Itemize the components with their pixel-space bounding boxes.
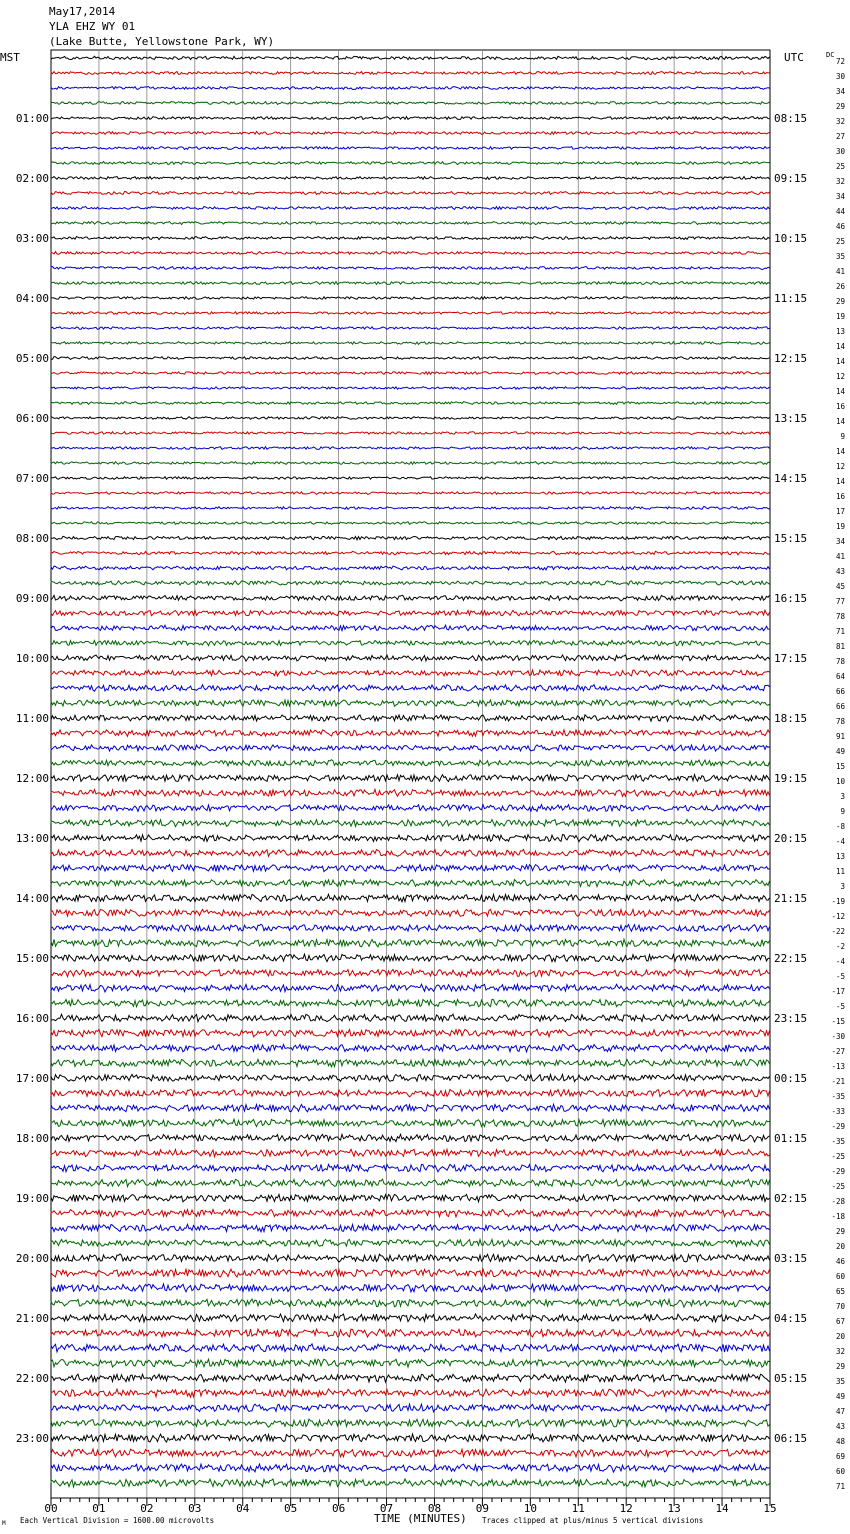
- trace-line: [51, 206, 770, 209]
- dc-offset-label: 32: [835, 117, 845, 126]
- dc-offset-label: 30: [835, 72, 845, 81]
- local-hour-label: 09:00: [15, 592, 49, 605]
- utc-hour-label: 21:15: [774, 892, 808, 905]
- trace-line: [51, 147, 770, 150]
- dc-offset-label: 45: [835, 582, 845, 591]
- trace-line: [51, 432, 770, 435]
- x-axis-title: TIME (MINUTES): [374, 1512, 467, 1525]
- dc-offset-label: 35: [835, 1377, 845, 1386]
- trace-line: [51, 536, 770, 539]
- local-hour-label: 05:00: [15, 352, 49, 365]
- dc-offset-label: -5: [835, 1002, 845, 1011]
- trace-line: [51, 297, 770, 300]
- trace-line: [51, 87, 770, 90]
- trace-line: [51, 1269, 770, 1277]
- dc-offset-label: 29: [835, 297, 845, 306]
- utc-hour-label: 04:15: [774, 1312, 808, 1325]
- dc-offset-label: 91: [835, 732, 845, 741]
- trace-line: [51, 342, 770, 345]
- trace-line: [51, 581, 770, 585]
- trace-line: [51, 894, 770, 902]
- plot-location: (Lake Butte, Yellowstone Park, WY): [49, 35, 275, 48]
- dc-offset-label: 25: [835, 162, 845, 171]
- dc-offset-label: 46: [835, 222, 845, 231]
- dc-offset-label: -28: [831, 1197, 845, 1206]
- dc-offset-label: 26: [835, 282, 845, 291]
- local-hour-label: 11:00: [15, 712, 49, 725]
- utc-hour-label: 22:15: [774, 952, 808, 965]
- trace-line: [51, 1164, 770, 1172]
- dc-offset-label: 3: [840, 792, 845, 801]
- utc-hour-label: 13:15: [774, 412, 808, 425]
- trace-line: [51, 56, 770, 59]
- dc-offset-label: 70: [835, 1302, 845, 1311]
- trace-line: [51, 522, 770, 525]
- utc-hour-label: 00:15: [774, 1072, 808, 1085]
- dc-offset-label: 30: [835, 147, 845, 156]
- dc-offset-label: -27: [831, 1047, 845, 1056]
- trace-line: [51, 1344, 770, 1352]
- utc-hour-label: 20:15: [774, 832, 808, 845]
- trace-line: [51, 1329, 770, 1337]
- dc-offset-label: -17: [831, 987, 845, 996]
- dc-offset-label: 13: [835, 852, 845, 861]
- trace-line: [51, 72, 770, 75]
- trace-line: [51, 1089, 770, 1097]
- trace-line: [51, 101, 770, 104]
- dc-offset-label: 12: [835, 372, 845, 381]
- x-tick-label: 11: [571, 1502, 585, 1515]
- utc-hour-label: 15:15: [774, 532, 808, 545]
- trace-line: [51, 402, 770, 405]
- dc-offset-label: 78: [835, 717, 845, 726]
- trace-line: [51, 909, 770, 916]
- dc-offset-label: 14: [835, 417, 845, 426]
- trace-line: [51, 162, 770, 165]
- dc-offset-label: -19: [831, 897, 845, 906]
- trace-line: [51, 760, 770, 767]
- dc-offset-label: 20: [835, 1332, 845, 1341]
- trace-line: [51, 1179, 770, 1187]
- trace-line: [51, 1104, 770, 1111]
- dc-offset-label: 71: [835, 1482, 845, 1491]
- dc-offset-label: 47: [835, 1407, 845, 1416]
- dc-offset-label: -4: [835, 957, 845, 966]
- trace-line: [51, 610, 770, 615]
- trace-line: [51, 1434, 770, 1442]
- dc-offset-label: 66: [835, 687, 845, 696]
- trace-line: [51, 1014, 770, 1022]
- trace-line: [51, 237, 770, 240]
- dc-offset-label: 29: [835, 1227, 845, 1236]
- dc-offset-label: -33: [831, 1107, 845, 1116]
- trace-line: [51, 1404, 770, 1412]
- trace-line: [51, 462, 770, 465]
- dc-offset-label: 43: [835, 567, 845, 576]
- dc-offset-label: 41: [835, 267, 845, 276]
- local-hour-label: 15:00: [15, 952, 49, 965]
- trace-line: [51, 999, 770, 1006]
- dc-offset-label: -4: [835, 837, 845, 846]
- trace-line: [51, 789, 770, 796]
- trace-line: [51, 1149, 770, 1156]
- x-tick-label: 15: [763, 1502, 777, 1515]
- trace-line: [51, 1239, 770, 1246]
- trace-line: [51, 775, 770, 782]
- trace-line: [51, 477, 770, 480]
- dc-offset-label: 41: [835, 552, 845, 561]
- utc-hour-label: 10:15: [774, 232, 808, 245]
- dc-offset-label: -15: [831, 1017, 845, 1026]
- trace-line: [51, 1029, 770, 1036]
- local-hour-label: 12:00: [15, 772, 49, 785]
- x-tick-label: 01: [92, 1502, 106, 1515]
- trace-line: [51, 1359, 770, 1367]
- dc-offset-label: 15: [835, 762, 845, 771]
- dc-offset-label: 71: [835, 627, 845, 636]
- dc-offset-label: 67: [835, 1317, 845, 1326]
- local-hour-label: 02:00: [15, 172, 49, 185]
- trace-line: [51, 1209, 770, 1216]
- local-hour-label: 04:00: [15, 292, 49, 305]
- dc-offset-label: -29: [831, 1167, 845, 1176]
- utc-hour-label: 02:15: [774, 1192, 808, 1205]
- trace-line: [51, 969, 770, 976]
- dc-offset-label: 14: [835, 447, 845, 456]
- dc-offset-label: 27: [835, 132, 845, 141]
- trace-line: [51, 282, 770, 285]
- local-hour-label: 08:00: [15, 532, 49, 545]
- left-timezone-label: MST: [0, 51, 20, 64]
- trace-line: [51, 551, 770, 555]
- x-tick-label: 02: [140, 1502, 154, 1515]
- trace-line: [51, 655, 770, 661]
- x-tick-label: 00: [44, 1502, 58, 1515]
- dc-offset-label: 60: [835, 1272, 845, 1281]
- dc-offset-label: 29: [835, 1362, 845, 1371]
- local-hour-label: 10:00: [15, 652, 49, 665]
- dc-offset-label: 44: [835, 207, 845, 216]
- trace-line: [51, 312, 770, 315]
- x-tick-label: 12: [619, 1502, 633, 1515]
- dc-offset-label: 3: [840, 882, 845, 891]
- dc-offset-label: 34: [835, 537, 845, 546]
- x-tick-label: 07: [379, 1502, 394, 1515]
- dc-offset-label: 16: [835, 492, 845, 501]
- local-hour-label: 23:00: [15, 1432, 49, 1445]
- trace-line: [51, 1464, 770, 1472]
- dc-offset-label: 9: [840, 432, 845, 441]
- trace-line: [51, 1059, 770, 1067]
- trace-line: [51, 1419, 770, 1427]
- trace-line: [51, 177, 770, 180]
- utc-hour-label: 17:15: [774, 652, 808, 665]
- utc-hour-label: 11:15: [774, 292, 808, 305]
- trace-line: [51, 670, 770, 676]
- trace-line: [51, 1134, 770, 1142]
- dc-offset-label: 81: [835, 642, 845, 651]
- dc-offset-label: 29: [835, 102, 845, 111]
- dc-offset-label: 34: [835, 87, 845, 96]
- trace-line: [51, 372, 770, 375]
- x-tick-label: 13: [667, 1502, 681, 1515]
- trace-line: [51, 805, 770, 812]
- utc-hour-label: 09:15: [774, 172, 808, 185]
- local-hour-label: 03:00: [15, 232, 49, 245]
- trace-line: [51, 640, 770, 645]
- x-tick-label: 06: [331, 1502, 346, 1515]
- dc-offset-label: 14: [835, 387, 845, 396]
- trace-line: [51, 1374, 770, 1382]
- utc-hour-label: 23:15: [774, 1012, 808, 1025]
- local-hour-label: 06:00: [15, 412, 49, 425]
- trace-line: [51, 1074, 770, 1081]
- plot-station: YLA EHZ WY 01: [49, 20, 136, 33]
- dc-offset-label: 14: [835, 342, 845, 351]
- dc-offset-label: 66: [835, 702, 845, 711]
- trace-line: [51, 1449, 770, 1457]
- trace-line: [51, 1254, 770, 1262]
- dc-offset-label: 13: [835, 327, 845, 336]
- local-hour-label: 16:00: [15, 1012, 49, 1025]
- local-hour-label: 21:00: [15, 1312, 49, 1325]
- trace-line: [51, 251, 770, 254]
- utc-hour-label: 12:15: [774, 352, 808, 365]
- x-tick-label: 14: [715, 1502, 729, 1515]
- utc-hour-label: 05:15: [774, 1372, 808, 1385]
- local-hour-label: 07:00: [15, 472, 49, 485]
- dc-offset-label: 19: [835, 312, 845, 321]
- trace-line: [51, 266, 770, 269]
- utc-hour-label: 14:15: [774, 472, 808, 485]
- trace-line: [51, 819, 770, 826]
- local-hour-label: 22:00: [15, 1372, 49, 1385]
- x-tick-label: 10: [523, 1502, 537, 1515]
- trace-line: [51, 1044, 770, 1051]
- plot-frame: [51, 50, 770, 1498]
- trace-line: [51, 954, 770, 961]
- dc-offset-label: 16: [835, 402, 845, 411]
- footer-marker: M: [2, 1520, 6, 1527]
- dc-offset-label: 77: [835, 597, 845, 606]
- local-hour-label: 19:00: [15, 1192, 49, 1205]
- trace-line: [51, 880, 770, 887]
- utc-hour-label: 08:15: [774, 112, 808, 125]
- x-tick-label: 03: [188, 1502, 202, 1515]
- local-hour-label: 01:00: [15, 112, 49, 125]
- dc-offset-label: 14: [835, 477, 845, 486]
- dc-offset-label: 9: [840, 807, 845, 816]
- x-tick-label: 09: [475, 1502, 490, 1515]
- trace-line: [51, 939, 770, 946]
- dc-offset-label: 48: [835, 1437, 845, 1446]
- clip-note: Traces clipped at plus/minus 5 vertical divisions: [482, 1516, 704, 1525]
- local-hour-label: 20:00: [15, 1252, 49, 1265]
- seismic-traces: [51, 56, 770, 1487]
- dc-offset-label: -25: [831, 1152, 845, 1161]
- trace-line: [51, 327, 770, 330]
- dc-offset-label: 25: [835, 237, 845, 246]
- right-timezone-label: UTC: [784, 51, 804, 64]
- trace-line: [51, 1119, 770, 1126]
- trace-line: [51, 192, 770, 195]
- trace-line: [51, 507, 770, 510]
- trace-line: [51, 700, 770, 706]
- trace-line: [51, 865, 770, 872]
- dc-offset-label: 35: [835, 252, 845, 261]
- dc-offset-label: -35: [831, 1092, 845, 1101]
- dc-offset-label: -2: [835, 942, 845, 951]
- trace-line: [51, 685, 770, 692]
- x-tick-label: 04: [236, 1502, 250, 1515]
- dc-offset-label: 34: [835, 192, 845, 201]
- trace-line: [51, 730, 770, 737]
- dc-offset-label: 78: [835, 657, 845, 666]
- dc-offset-label: 65: [835, 1287, 845, 1296]
- dc-offset-label: 11: [835, 867, 845, 876]
- dc-offset-label: 46: [835, 1257, 845, 1266]
- trace-line: [51, 1479, 770, 1487]
- utc-hour-label: 16:15: [774, 592, 808, 605]
- trace-line: [51, 1314, 770, 1322]
- dc-offset-label: 14: [835, 357, 845, 366]
- trace-line: [51, 595, 770, 601]
- trace-line: [51, 492, 770, 495]
- utc-hour-label: 19:15: [774, 772, 808, 785]
- trace-line: [51, 1299, 770, 1307]
- dc-offset-label: 17: [835, 507, 845, 516]
- dc-offset-label: 10: [835, 777, 845, 786]
- local-hour-label: 17:00: [15, 1072, 49, 1085]
- trace-line: [51, 357, 770, 360]
- dc-offset-label: -21: [831, 1077, 845, 1086]
- dc-offset-label: 43: [835, 1422, 845, 1431]
- utc-hour-label: 01:15: [774, 1132, 808, 1145]
- dc-label: DC: [826, 51, 835, 59]
- dc-offset-label: 20: [835, 1242, 845, 1251]
- x-tick-label: 08: [427, 1502, 442, 1515]
- vertical-scale-note: Each Vertical Division = 1600.00 microvolts: [20, 1516, 215, 1525]
- trace-line: [51, 222, 770, 225]
- local-hour-label: 14:00: [15, 892, 49, 905]
- dc-offset-label: 64: [835, 672, 845, 681]
- dc-offset-label: 49: [835, 747, 845, 756]
- dc-offset-label: -12: [831, 912, 845, 921]
- trace-line: [51, 131, 770, 134]
- trace-line: [51, 984, 770, 992]
- utc-hour-label: 18:15: [774, 712, 808, 725]
- dc-offset-label: 69: [835, 1452, 845, 1461]
- dc-offset-label: 60: [835, 1467, 845, 1476]
- trace-line: [51, 715, 770, 722]
- trace-line: [51, 417, 770, 420]
- local-hour-label: 13:00: [15, 832, 49, 845]
- dc-offset-label: 78: [835, 612, 845, 621]
- dc-offset-label: 32: [835, 177, 845, 186]
- dc-offset-label: -30: [831, 1032, 845, 1041]
- trace-line: [51, 1194, 770, 1201]
- trace-line: [51, 447, 770, 450]
- dc-offset-label: 12: [835, 462, 845, 471]
- plot-date: May17,2014: [49, 5, 116, 18]
- dc-offset-label: -18: [831, 1212, 845, 1221]
- dc-offset-label: -8: [835, 822, 845, 831]
- local-hour-label: 18:00: [15, 1132, 49, 1145]
- dc-offset-label: -13: [831, 1062, 845, 1071]
- trace-line: [51, 745, 770, 751]
- trace-line: [51, 1284, 770, 1292]
- x-tick-label: 05: [284, 1502, 298, 1515]
- trace-line: [51, 1389, 770, 1397]
- dc-offset-label: 72: [835, 57, 845, 66]
- trace-line: [51, 387, 770, 390]
- dc-offset-label: -5: [835, 972, 845, 981]
- dc-offset-label: -35: [831, 1137, 845, 1146]
- trace-line: [51, 566, 770, 570]
- dc-offset-label: -29: [831, 1122, 845, 1131]
- trace-line: [51, 924, 770, 932]
- dc-offset-label: 19: [835, 522, 845, 531]
- trace-line: [51, 835, 770, 842]
- trace-line: [51, 849, 770, 856]
- trace-line: [51, 117, 770, 120]
- utc-hour-label: 06:15: [774, 1432, 808, 1445]
- trace-line: [51, 625, 770, 630]
- utc-hour-label: 03:15: [774, 1252, 808, 1265]
- dc-offset-label: -25: [831, 1182, 845, 1191]
- trace-line: [51, 1224, 770, 1232]
- dc-offset-label: 32: [835, 1347, 845, 1356]
- dc-offset-label: 49: [835, 1392, 845, 1401]
- dc-offset-label: -22: [831, 927, 845, 936]
